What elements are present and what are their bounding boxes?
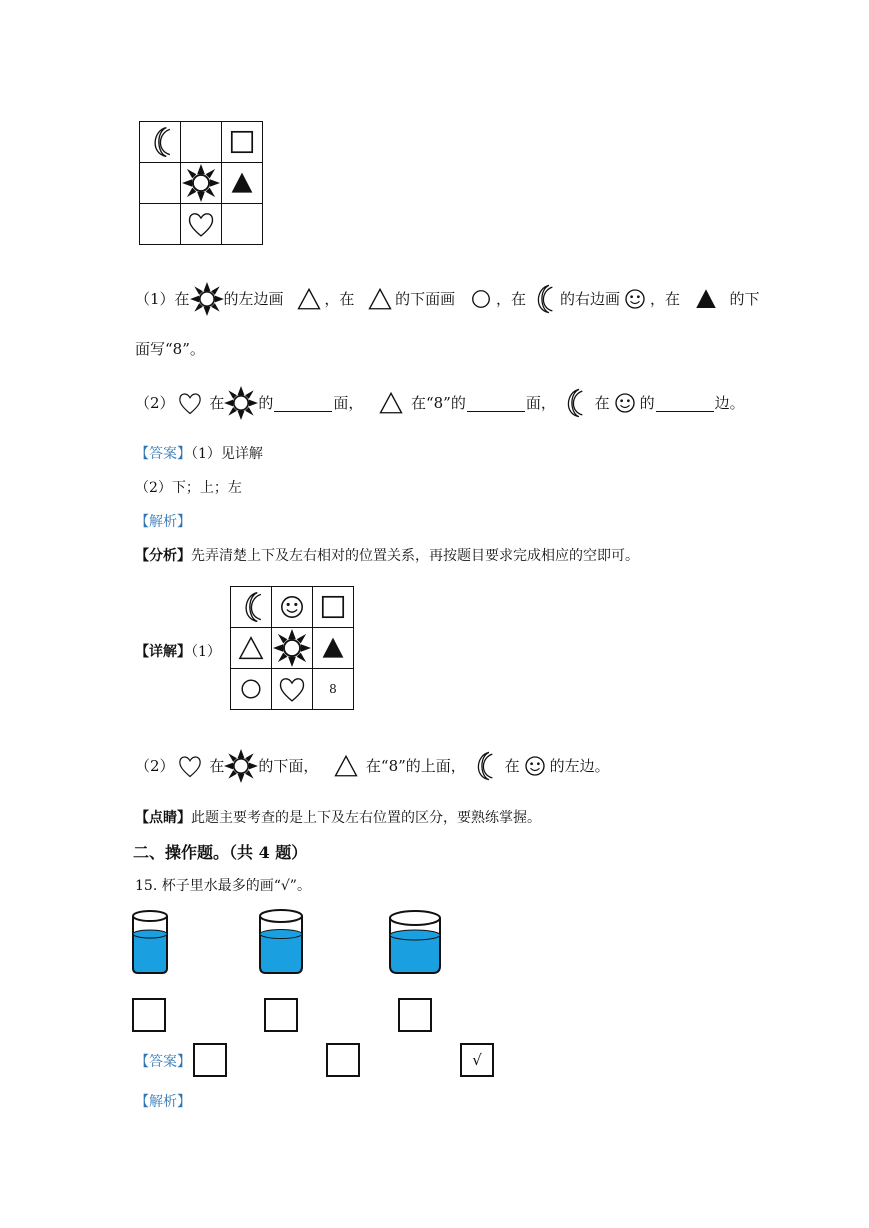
q14-text: 的左边画 <box>223 290 284 308</box>
moon-icon <box>466 749 500 783</box>
check-mark: √ <box>472 1051 482 1069</box>
answer-box <box>193 1043 227 1077</box>
filled-triangle-icon <box>226 167 258 199</box>
q14-text: 在“8”的 <box>410 394 466 412</box>
q14-text: ，在 <box>649 290 680 308</box>
detail-text: （1） <box>191 644 221 660</box>
smiley-icon <box>275 590 309 624</box>
answer-text: （1）见详解 <box>191 446 263 462</box>
answer-box <box>326 1043 360 1077</box>
cup-water <box>133 934 167 972</box>
moon-icon <box>556 386 590 420</box>
fenxi-label: 【分析】 <box>135 548 191 564</box>
triangle-icon <box>294 284 324 314</box>
q14-text: 面， <box>333 394 364 412</box>
q14-text: 在 <box>209 394 225 412</box>
q14-text: 面， <box>525 394 556 412</box>
detail-line <box>135 641 221 661</box>
q14-text: 边。 <box>714 394 745 412</box>
q14-part1-cont: 面写“8”。 <box>135 340 205 358</box>
triangle-icon <box>376 388 406 418</box>
sun-icon <box>224 386 258 420</box>
detail2-text: 的下面， <box>258 757 319 775</box>
dianjing-text: 此题主要考查的是上下及左右位置的区分，要熟练掌握。 <box>191 810 541 826</box>
answer-label: 【答案】 <box>135 1054 191 1070</box>
fenxi-text: 先弄清楚上下及左右相对的位置关系，再按题目要求完成相应的空即可。 <box>191 548 639 564</box>
sun-icon <box>224 749 258 783</box>
detail-label: 【详解】 <box>135 644 191 660</box>
triangle-icon <box>235 632 267 664</box>
heart-icon <box>175 388 205 418</box>
detail2-text: 的左边。 <box>549 757 610 775</box>
answer-box-checked <box>460 1043 494 1077</box>
moon-icon <box>526 282 560 316</box>
grid-eight: 8 <box>313 669 354 710</box>
analysis-label: 【解析】 <box>135 514 191 530</box>
detail2-text: 在 <box>504 757 520 775</box>
heart-icon <box>184 207 218 241</box>
cup-medium <box>257 906 305 976</box>
triangle-icon <box>331 751 361 781</box>
answer-line-1 <box>135 443 263 463</box>
cup-large <box>387 906 443 976</box>
solution-grid <box>230 586 354 710</box>
square-icon <box>316 590 350 624</box>
q14-part2-line <box>135 386 745 420</box>
detail2-text: （2） <box>135 757 175 775</box>
q14-text: （2） <box>135 394 175 412</box>
cup-water <box>260 934 302 972</box>
dianjing-line <box>135 807 541 827</box>
smiley-icon <box>620 284 650 314</box>
heart-icon <box>175 751 205 781</box>
detail2-text: 在 <box>209 757 225 775</box>
moon-icon <box>142 124 178 160</box>
smiley-icon <box>610 388 640 418</box>
filled-triangle-icon <box>317 632 349 664</box>
moon-icon <box>233 589 269 625</box>
answer-checkbox[interactable] <box>398 998 432 1032</box>
q14-text: 的下 <box>729 290 760 308</box>
q14-text: 在 <box>594 394 610 412</box>
circle-icon <box>235 673 267 705</box>
cup-water <box>390 935 440 972</box>
sun-icon <box>273 629 311 667</box>
sun-icon <box>190 282 224 316</box>
answer-line-2: （2）下；上；左 <box>135 480 242 496</box>
sun-icon <box>182 164 220 202</box>
section-title: 二、操作题。（共 4 题） <box>133 843 308 862</box>
answer-checkbox[interactable] <box>132 998 166 1032</box>
q14-text: 的 <box>258 394 274 412</box>
answer-blank[interactable] <box>467 395 525 412</box>
question-grid <box>139 121 263 245</box>
q14-text: 的下面画 <box>395 290 456 308</box>
q14-text: （1）在 <box>135 290 190 308</box>
answer-checkbox[interactable] <box>264 998 298 1032</box>
q14-text: ，在 <box>495 290 526 308</box>
q14-part1-line <box>135 282 760 316</box>
q15-text: 15. 杯子里水最多的画“√”。 <box>135 878 311 894</box>
filled-triangle-icon <box>691 284 721 314</box>
smiley-icon <box>520 751 550 781</box>
q14-text: 的右边画 <box>559 290 620 308</box>
triangle-icon <box>365 284 395 314</box>
square-icon <box>225 125 259 159</box>
fenxi-line <box>135 545 639 565</box>
answer-blank[interactable] <box>656 395 714 412</box>
heart-icon <box>275 672 309 706</box>
cup-small <box>130 906 170 976</box>
analysis-label: 【解析】 <box>135 1094 191 1110</box>
detail2-text: 在“8”的上面， <box>365 757 466 775</box>
q14-text: 的 <box>639 394 655 412</box>
q14-text: ，在 <box>324 290 355 308</box>
detail2-line <box>135 749 610 783</box>
answer-blank[interactable] <box>274 395 332 412</box>
answer-label: 【答案】 <box>135 446 191 462</box>
circle-icon <box>466 284 496 314</box>
dianjing-label: 【点睛】 <box>135 810 191 826</box>
